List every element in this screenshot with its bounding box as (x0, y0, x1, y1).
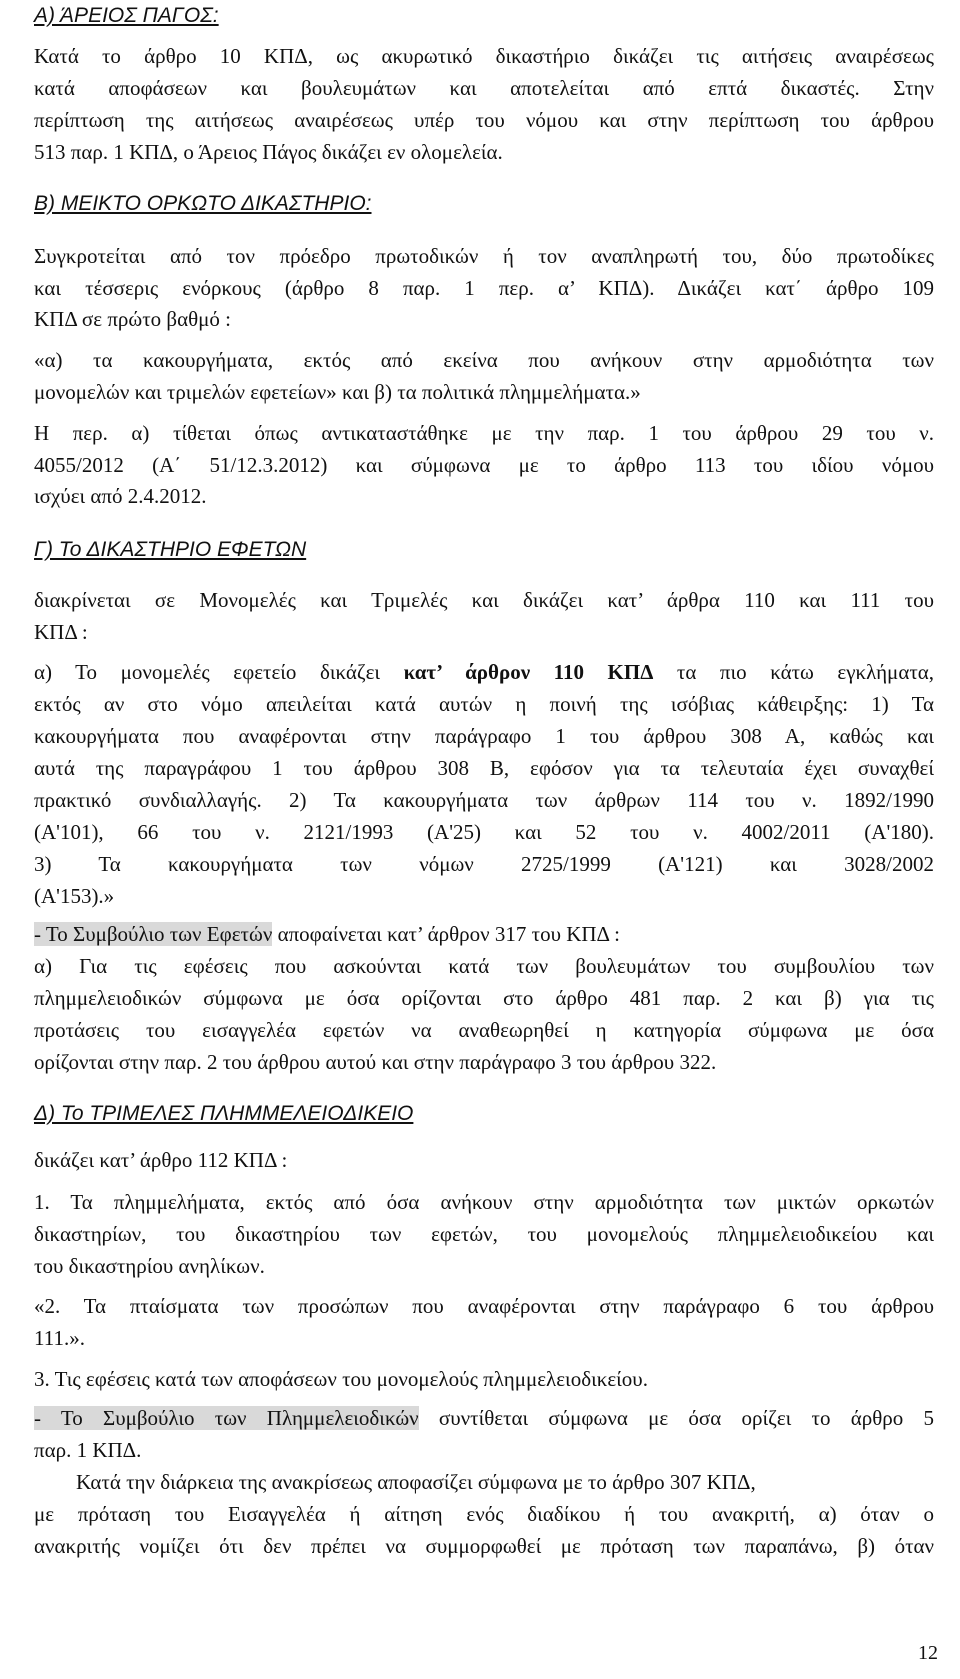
section-b-line: «α) τα κακουργήματα, εκτός από εκείνα που ανήκουν στην αρμοδιότητα των (34, 348, 934, 372)
section-d-line: δικάζει κατ’ άρθρο 112 ΚΠΔ : (34, 1148, 288, 1172)
section-d-line: 111.». (34, 1326, 85, 1350)
section-c-para-line: πρακτικό συνδιαλλαγής. 2) Τα κακουργήματα των άρθρων 114 του ν. 1892/1990 (34, 788, 934, 812)
section-d-heading: Δ) Το ΤΡΙΜΕΛΕΣ ΠΛΗΜΜΕΛΕΙΟΔΙΚΕΙΟ (34, 1102, 414, 1125)
section-b-heading: Β) ΜΕΙΚΤΟ ΟΡΚΩΤΟ ΔΙΚΑΣΤΗΡΙΟ: (34, 192, 372, 215)
section-b-line: ισχύει από 2.4.2012. (34, 484, 207, 508)
section-b-line: ΚΠΔ σε πρώτο βαθμό : (34, 307, 231, 331)
section-b-line: 4055/2012 (Α΄ 51/12.3.2012) και σύμφωνα με το άρθρο 113 του ιδίου νόμου (34, 453, 934, 477)
council-misdemeanours-rest: συντίθεται σύμφωνα με όσα ορίζει το άρθρο 5 (418, 1406, 934, 1430)
section-c-line: διακρίνεται σε Μονομελές και Τριμελές και δικάζει κατ’ άρθρα 110 και 111 του (34, 588, 934, 612)
section-c-para-line: 3) Τα κακουργήματα των νόμων 2725/1999 (Α'121) και 3028/2002 (34, 852, 934, 876)
section-c-heading: Γ) Το ΔΙΚΑΣΤΗΡΙΟ ΕΦΕΤΩΝ (34, 538, 307, 561)
page-number: 12 (918, 1642, 938, 1664)
section-b-line: μονομελών και τριμελών εφετείων» και β) τα πολιτικά πλημμελήματα.» (34, 380, 641, 404)
para-a-bold: κατ’ άρθρον 110 ΚΠΔ (403, 660, 654, 684)
section-d-council-first (34, 1404, 934, 1432)
section-d-council-line: με πρόταση του Εισαγγελέα ή αίτηση ενός διαδίκου ή του ανακριτή, α) όταν ο (34, 1502, 934, 1526)
section-c-council-line: πλημμελειοδικών σύμφωνα με όσα ορίζονται στο άρθρο 481 παρ. 2 και β) για τις (34, 986, 934, 1010)
section-d-line: του δικαστηρίου ανηλίκων. (34, 1254, 265, 1278)
section-a-line: Κατά το άρθρο 10 ΚΠΔ, ως ακυρωτικό δικαστήριο δικάζει τις αιτήσεις αναιρέσεως (34, 44, 934, 68)
section-a-line: 513 παρ. 1 ΚΠΔ, ο Άρειος Πάγος δικάζει εν ολομελεία. (34, 140, 503, 164)
section-c-council-first (34, 920, 934, 948)
section-a-line: περίπτωση της αιτήσεως αναιρέσεως υπέρ του νόμου και στην περίπτωση του άρθρου (34, 108, 934, 132)
section-a-heading: Α) ΆΡΕΙΟΣ ΠΑΓΟΣ: (34, 4, 219, 27)
section-d-council-line: Κατά την διάρκεια της ανακρίσεως αποφασίζει σύμφωνα με το άρθρο 307 ΚΠΔ, (34, 1470, 756, 1494)
section-c-para-line: εκτός αν στο νόμο απειλείται κατά αυτών η ποινή της ισόβιας κάθειρξης: 1) Τα (34, 692, 934, 716)
section-d-line: δικαστηρίων, του δικαστηρίου των εφετών, του μονομελούς πλημμελειοδικείου και (34, 1222, 934, 1246)
section-c-council-line: προτάσεις του εισαγγελέα εφετών να αναθεωρηθεί η κατηγορία σύμφωνα με όσα (34, 1018, 934, 1042)
section-b-line: και τέσσερις ενόρκους (άρθρο 8 παρ. 1 περ. α’ ΚΠΔ). Δικάζει κατ΄ άρθρο 109 (34, 276, 934, 300)
section-c-para-line: (Α'101), 66 του ν. 2121/1993 (Α'25) και 52 του ν. 4002/2011 (Α'180). (34, 820, 934, 844)
section-c-para-line: (Α'153).» (34, 884, 115, 908)
para-a-prefix: α) Το μονομελές εφετείο δικάζει (34, 660, 404, 684)
section-c-council-line: ορίζονται στην παρ. 2 του άρθρου αυτού και στην παράγραφο 3 του άρθρου 322. (34, 1050, 717, 1074)
section-c-para-line: κακουργήματα που αναφέρονται στην παράγραφο 1 του άρθρου 308 Α, καθώς και (34, 724, 934, 748)
section-d-council-line: παρ. 1 ΚΠΔ. (34, 1438, 142, 1462)
section-b-line: Συγκροτείται από τον πρόεδρο πρωτοδικών ή τον αναπληρωτή του, δύο πρωτοδίκες (34, 244, 934, 268)
section-c-para-line: αυτά της παραγράφου 1 του άρθρου 308 Β, εφόσον για τα τελευταία έχει συναχθεί (34, 756, 934, 780)
section-b-line: Η περ. α) τίθεται όπως αντικαταστάθηκε με την παρ. 1 του άρθρου 29 του ν. (34, 421, 934, 445)
section-a-line: κατά αποφάσεων και βουλευμάτων και αποτελείται από επτά δικαστές. Στην (34, 76, 934, 100)
section-d-line: 3. Τις εφέσεις κατά των αποφάσεων του μονομελούς πλημμελειοδικείου. (34, 1367, 648, 1391)
section-d-council-line: ανακριτής νομίζει ότι δεν πρέπει να συμμορφωθεί με πρόταση των παραπάνω, β) όταν (34, 1534, 934, 1558)
council-appeals-rest: αποφαίνεται κατ’ άρθρον 317 του ΚΠΔ : (272, 922, 620, 946)
section-c-para-a-first (34, 658, 934, 686)
council-misdemeanours-highlight: - Το Συμβούλιο των Πλημμελειοδικών (34, 1406, 419, 1430)
section-d-line: 1. Τα πλημμελήματα, εκτός από όσα ανήκουν στην αρμοδιότητα των μικτών ορκωτών (34, 1190, 934, 1214)
section-d-line: «2. Τα πταίσματα των προσώπων που αναφέρονται στην παράγραφο 6 του άρθρου (34, 1294, 934, 1318)
para-a-suffix: τα πιο κάτω εγκλήματα, (653, 660, 935, 684)
section-c-council-line: α) Για τις εφέσεις που ασκούνται κατά των βουλευμάτων του συμβουλίου των (34, 954, 934, 978)
section-c-line: ΚΠΔ : (34, 620, 88, 644)
council-appeals-highlight: - Το Συμβούλιο των Εφετών (34, 922, 273, 946)
